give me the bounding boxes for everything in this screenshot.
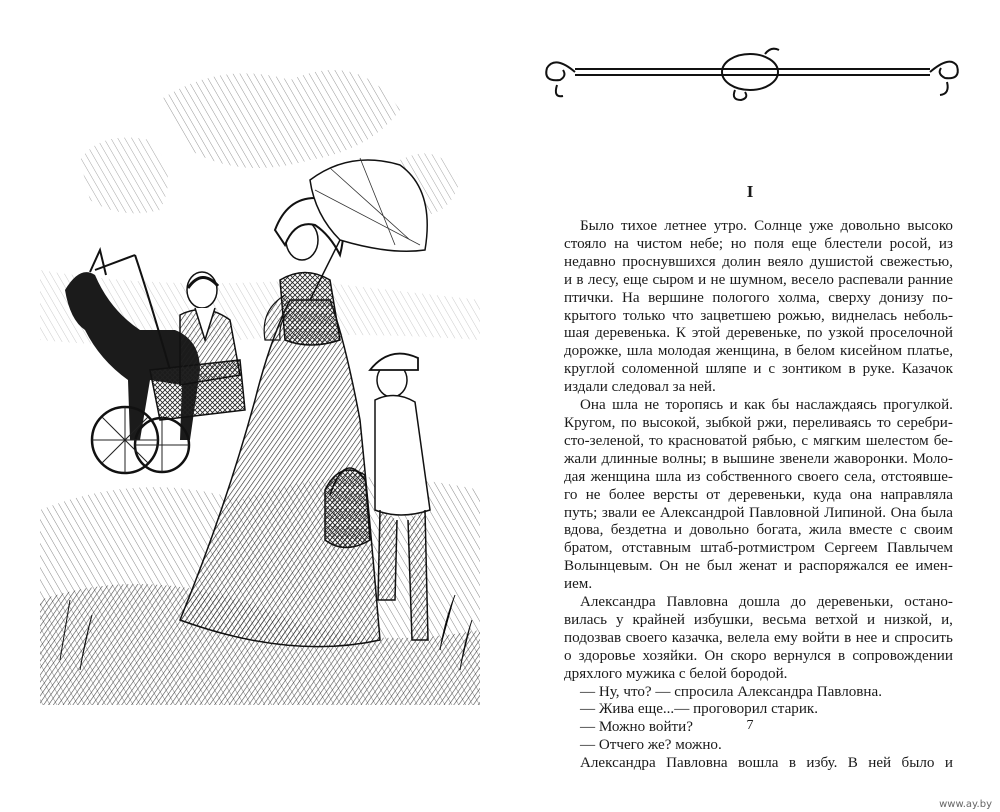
chapter-text xyxy=(564,218,953,773)
text-line: сто-зеленой, то красноватой рябью, с мягким шелестом бе- xyxy=(564,432,953,449)
chapter-number: I xyxy=(746,182,754,201)
watermark: www.ay.by xyxy=(939,799,992,810)
text-line: го не более версты от деревеньки, куда она направляла xyxy=(564,486,953,503)
decorative-scroll-header xyxy=(535,40,965,110)
text-line: Было тихое летнее утро. Солнце уже довольно высоко xyxy=(580,218,953,234)
text-line: Волынцевым. Он не был женат и распоряжался ее имен- xyxy=(564,558,953,575)
text-line: шая деревенька. К этой деревеньке, по узкой проселочной xyxy=(564,325,953,342)
text-line: — Отчего же? можно. xyxy=(580,737,722,754)
text-line: дая женщина шла из собственного своего села, отстоявше- xyxy=(564,468,953,485)
text-line: стояло на чистом небе; но поля еще блестели росой, из xyxy=(564,235,953,252)
text-line: птички. На вершине пологого холма, сверху донизу по- xyxy=(564,289,953,306)
text-line: вдова, бездетна и довольно богата, жила вместе с своим xyxy=(564,522,953,539)
text-line: подозвав своего казачка, велела ему войти в нее и спросить xyxy=(564,629,953,646)
engraving-woman-boy-carriage-illustration xyxy=(40,40,480,705)
text-line: Кругом, по высокой, зыбкой ржи, переливаясь то серебри- xyxy=(564,414,953,431)
text-line: — Ну, что? — спросила Александра Павловна. xyxy=(580,683,882,700)
text-line: путь; звали ее Александрой Павловной Липиной. Она была xyxy=(564,504,953,521)
text-line: о здоровье хозяйки. Он скоро вернулся в сопровождении xyxy=(564,647,953,664)
text-line: круглой соломенной шляпе и с зонтиком в руке. Казачок xyxy=(564,361,953,378)
text-line: — Жива еще...— проговорил старик. xyxy=(580,701,819,718)
text-line: и в лесу, еще сыром и не шумном, весело распевали ранние xyxy=(564,271,953,288)
text-line: дорожке, шла молодая женщина, в белом кисейном платье, xyxy=(564,343,953,360)
text-line: — Можно войти? xyxy=(580,719,693,736)
text-line: дряхлого мужика с белой бородой. xyxy=(564,665,788,682)
text-line: издали следовал за ней. xyxy=(564,379,716,396)
page-number: 7 xyxy=(746,718,754,733)
text-line: Она шла не торопясь и как бы наслаждаясь прогулкой. xyxy=(580,397,953,414)
text-line: Александра Павловна дошла до деревеньки, остано- xyxy=(580,594,953,611)
text-line: ием. xyxy=(564,576,593,593)
text-line: жали длинные волны; в вышине звенели жаворонки. Моло- xyxy=(564,450,953,467)
text-line: братом, отставным штаб-ротмистром Сергеем Павлычем xyxy=(564,540,953,557)
right-page xyxy=(500,0,1000,812)
text-line: крытого только что зацветшею рожью, виднелась неболь- xyxy=(564,307,953,324)
text-line: Александра Павловна вошла в избу. В ней было и xyxy=(580,755,953,772)
text-line: вилась у крайней избушки, весьма ветхой и низкой, и, xyxy=(564,611,953,628)
text-line: недавно проснувшихся долин веяло душистой свежестью, xyxy=(564,253,953,270)
